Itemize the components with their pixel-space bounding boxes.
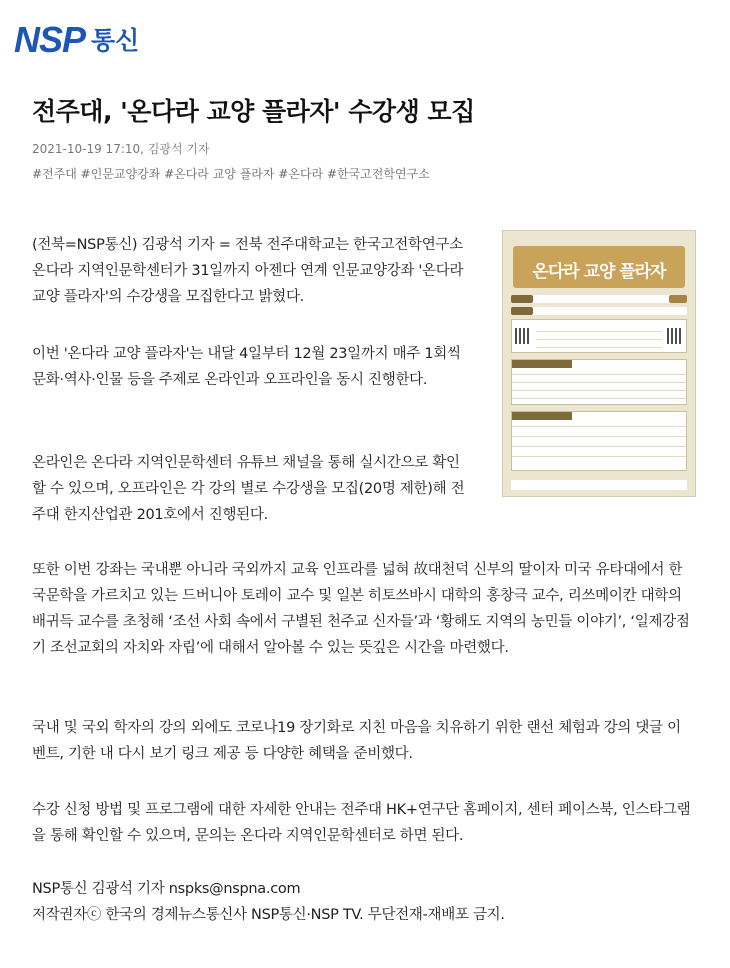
byline-author: NSP통신 김광석 기자 nspks@nspna.com (32, 881, 301, 897)
logo-text: NSP (14, 19, 86, 60)
poster-line (512, 446, 686, 447)
article-paragraph: 또한 이번 강좌는 국내뿐 아니라 국외까지 교육 인프라를 넓혀 故대천덕 신부의 딸이자 미국 유타대에서 한국문학을 가르치고 있는 드버니아 토레이 교수 및 일본 히토쓰바시 대학의 홍창극 교수, 리쓰메이칸 대학의 배귀득 교수를 초청해 ‘조선 사회 속에서 구별된 천주교 신자들’과 ‘황해도 지역의 농민들 이야기’, ‘일제강점기 조선교회의 자치와 자립’에 대해서 알아볼 수 있는 뜻깊은 시간을 마련했다. (32, 562, 690, 656)
poster-title: 온다라 교양 플라자 (532, 262, 666, 282)
poster-line (512, 436, 686, 437)
poster-line (512, 426, 686, 427)
poster-info-box (511, 319, 687, 353)
article-paragraph: 이번 '온다라 교양 플라자'는 내달 4일부터 12월 23일까지 매주 1회씩 문화·역사·인물 등을 주제로 온라인과 오프라인을 동시 진행한다. (32, 346, 461, 388)
nsp-logo[interactable] (14, 19, 140, 60)
logo-suffix: 통신 (91, 25, 140, 55)
qr-code-icon (667, 328, 683, 344)
poster-line (536, 339, 662, 340)
article-paragraph: 온라인은 온다라 지역인문학센터 유튜브 채널을 통해 실시간으로 확인할 수 있으며, 오프라인은 각 강의 별로 수강생을 모집(20명 제한)해 전주대 한지산업관 201호에서 진행된다. (32, 455, 465, 523)
poster-schedule-table (511, 411, 687, 471)
poster-line (536, 331, 662, 332)
event-poster-image[interactable] (502, 230, 696, 497)
article-meta: 2021-10-19 17:10, 김광석 기자 (32, 142, 210, 156)
article-paragraph: 국내 및 국외 학자의 강의 외에도 코로나19 장기화로 지친 마음을 치유하기 위한 랜선 체험과 강의 댓글 이벤트, 기한 내 다시 보기 링크 제공 등 다양한 혜택을 준비했다. (32, 720, 681, 762)
poster-info-row (511, 295, 687, 303)
poster-info-row (511, 307, 687, 315)
poster-line (512, 456, 686, 457)
article-title: 전주대, '온다라 교양 플라자' 수강생 모집 (32, 97, 475, 126)
poster-schedule-table (511, 359, 687, 405)
poster-chip (511, 295, 533, 303)
poster-line (512, 398, 686, 399)
poster-chip (511, 307, 533, 315)
poster-table-header (512, 412, 572, 420)
poster-footer (511, 480, 687, 490)
poster-line (512, 382, 686, 383)
poster-table-header (512, 360, 572, 368)
qr-code-icon (515, 328, 531, 344)
article-paragraph: (전북=NSP통신) 김광석 기자 = 전북 전주대학교는 한국고전학연구소 온다라 지역인문학센터가 31일까지 아젠다 연계 인문교양강좌 '온다라 교양 플라자'의 수강생을 모집한다고 밝혔다. (32, 237, 464, 305)
article-tags[interactable]: #전주대 #인문교양강좌 #온다라 교양 플라자 #온다라 #한국고전학연구소 (32, 167, 430, 181)
poster-line (512, 390, 686, 391)
poster-line (512, 374, 686, 375)
article-paragraph: 수강 신청 방법 및 프로그램에 대한 자세한 안내는 전주대 HK+연구단 홈페이지, 센터 페이스북, 인스타그램을 통해 확인할 수 있으며, 문의는 온다라 지역인문학센터로 하면 된다. (32, 802, 691, 844)
byline-copyright: 저작권자ⓒ 한국의 경제뉴스통신사 NSP통신·NSP TV. 무단전재-재배포 금지. (32, 907, 505, 923)
poster-chip (669, 295, 687, 303)
article-byline (32, 876, 692, 928)
poster-line (536, 347, 662, 348)
